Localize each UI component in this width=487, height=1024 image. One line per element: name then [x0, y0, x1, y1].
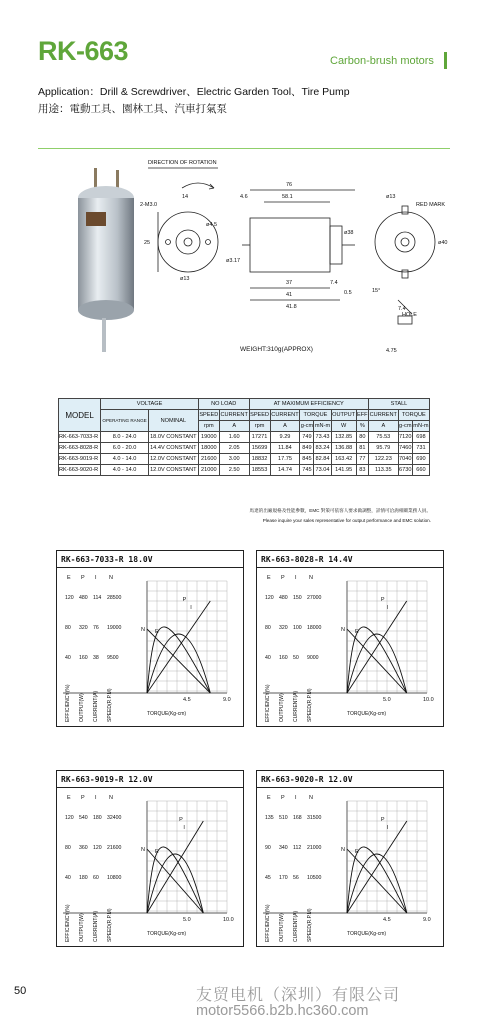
table-cell: 4.0 - 14.0 [101, 454, 149, 465]
table-cell: 745 [300, 465, 314, 476]
performance-chart [256, 770, 444, 947]
curve-label: E [355, 849, 359, 855]
axis-value: 480 [79, 595, 88, 601]
table-cell: 2.05 [219, 443, 249, 454]
table-cell: 731 [412, 443, 429, 454]
table-row [59, 432, 430, 443]
table-cell: 21600 [198, 454, 219, 465]
table-cell: 163.42 [331, 454, 356, 465]
table-cell: 4.0 - 14.0 [101, 465, 149, 476]
y-axis-label: CURRENT(A) [293, 910, 299, 942]
chart-title: RK-663-9020-R 12.0V [261, 775, 353, 784]
table-cell: 18.0V CONSTANT [148, 432, 198, 443]
axis-value: 10500 [307, 875, 322, 881]
x-axis-label: TORQUE(Kg-cm) [347, 931, 387, 937]
unit: rpm [198, 421, 219, 432]
y-axis-label: OUTPUT(W) [79, 693, 85, 722]
unit: g-cm [300, 421, 314, 432]
axis-value: 320 [279, 625, 288, 631]
col-torque: TORQUE [398, 410, 429, 421]
table-cell: 845 [300, 454, 314, 465]
axis-value: 76 [93, 625, 99, 631]
table-cell: 19000 [198, 432, 219, 443]
axis-value: 168 [293, 815, 302, 821]
performance-chart [56, 550, 244, 727]
table-cell: 83.24 [314, 443, 331, 454]
accent-bar [444, 52, 447, 69]
curve-label: P [380, 597, 385, 603]
axis-value: 135 [265, 815, 274, 821]
axis-value: 180 [93, 815, 102, 821]
axis-value: 80 [265, 625, 271, 631]
axis-value: 40 [265, 655, 271, 661]
y-axis-label: OUTPUT(W) [279, 913, 285, 942]
dim-label: ø13 [180, 276, 190, 282]
table-cell: 80 [356, 432, 368, 443]
axis-value: 32400 [107, 815, 122, 821]
note-zh: 馬達的出廠規格及性能參數，EMC 對策可依客人要求做調整，詳情可洽詢相關業務人員。 [249, 508, 431, 513]
table-cell: 18832 [249, 454, 270, 465]
col-stall: STALL [368, 399, 429, 410]
table-cell: 6.0 - 20.0 [101, 443, 149, 454]
axis-value: 18000 [307, 625, 322, 631]
output-curve [147, 634, 210, 693]
x-tick-label: 5.0 [383, 697, 391, 703]
x-tick-label: 4.5 [383, 917, 391, 923]
axis-header: P [281, 795, 285, 801]
axis-value: 120 [65, 815, 74, 821]
dim-label: 25 [144, 240, 151, 246]
x-axis-label: TORQUE(Kg-cm) [347, 711, 387, 717]
dim-label: 7.4 [398, 306, 406, 312]
table-cell: 14.74 [270, 465, 300, 476]
axis-value: 31500 [307, 815, 322, 821]
axis-value: 120 [65, 595, 74, 601]
divider [38, 148, 450, 149]
axis-value: 320 [79, 625, 88, 631]
output-curve [347, 634, 407, 693]
axis-value: 80 [65, 845, 71, 851]
axis-header: N [309, 795, 313, 801]
table-cell: 3.00 [219, 454, 249, 465]
dim-label: ø13 [386, 194, 396, 200]
dim-label: 58.1 [282, 194, 293, 200]
col-current: CURRENT [368, 410, 398, 421]
application-zh: 用途：電動工具、園林工具、汽車打氣泵 [38, 103, 227, 115]
axis-value: 120 [265, 595, 274, 601]
y-axis-label: SPEED(R.P.M) [107, 908, 113, 942]
y-axis-label: OUTPUT(W) [79, 913, 85, 942]
table-cell: 690 [412, 454, 429, 465]
dim-label: ø3.17 [226, 258, 241, 264]
page-number: 50 [14, 985, 27, 997]
dim-label: ø38 [344, 230, 354, 236]
y-axis-label: OUTPUT(W) [279, 693, 285, 722]
y-axis-label: EFFICIENCY(%) [65, 904, 71, 942]
axis-value: 9500 [107, 655, 119, 661]
curve-label: N [341, 627, 345, 633]
axis-value: 120 [93, 845, 102, 851]
dim-label: 4.6 [240, 194, 248, 200]
dim-label: 4.75 [386, 348, 397, 354]
axis-header: I [95, 575, 97, 581]
x-tick-label: 9.0 [423, 917, 431, 923]
model-cell: RK-663-9019-R [59, 454, 101, 465]
table-cell: 82.84 [314, 454, 331, 465]
table-cell: 6730 [398, 465, 412, 476]
current-curve [147, 601, 210, 693]
curve-label: P [182, 597, 187, 603]
table-cell: 73.04 [314, 465, 331, 476]
axis-value: 540 [79, 815, 88, 821]
table-cell: 73.43 [314, 432, 331, 443]
page-title: RK-663 [38, 36, 129, 66]
table-cell: 95.79 [368, 443, 398, 454]
axis-value: 56 [293, 875, 299, 881]
axis-header: E [67, 795, 71, 801]
table-cell: 698 [412, 432, 429, 443]
axis-value: 160 [279, 655, 288, 661]
y-axis-label: EFFICIENCY(%) [265, 684, 271, 722]
x-tick-label: 5.0 [183, 917, 191, 923]
col-current: CURRENT [270, 410, 300, 421]
y-axis-label: SPEED(R.P.M) [107, 688, 113, 722]
spec-table [58, 398, 430, 476]
axis-value: 21000 [307, 845, 322, 851]
curve-label: I [190, 605, 192, 611]
watermark-url: motor5566.b2b.hc360.com [196, 1003, 369, 1019]
table-cell: 1.60 [219, 432, 249, 443]
curve-label: P [179, 817, 183, 823]
curve-label: P [380, 817, 385, 823]
category-subtitle: Carbon-brush motors [330, 55, 434, 67]
axis-header: P [81, 795, 85, 801]
curve-label: I [386, 825, 389, 831]
table-cell: 15699 [249, 443, 270, 454]
current-curve [347, 601, 407, 693]
chart-plot [57, 771, 243, 946]
dim-label: 14 [182, 194, 189, 200]
dim-label: 41 [286, 292, 293, 298]
table-cell: 12.0V CONSTANT [148, 465, 198, 476]
axis-value: 21600 [107, 845, 122, 851]
dim-label: 7.4 [330, 280, 338, 286]
table-cell: 132.85 [331, 432, 356, 443]
table-row [59, 454, 430, 465]
col-noload: NO LOAD [198, 399, 249, 410]
x-tick-label: 10.0 [223, 917, 234, 923]
table-cell: 11.84 [270, 443, 300, 454]
col-current: CURRENT [219, 410, 249, 421]
axis-value: 360 [79, 845, 88, 851]
output-curve [147, 854, 203, 913]
curve-label: N [141, 847, 145, 853]
table-cell: 14.4V CONSTANT [148, 443, 198, 454]
table-cell: 12.0V CONSTANT [148, 454, 198, 465]
axis-header: P [81, 575, 85, 581]
y-axis-label: SPEED(R.P.M) [307, 908, 313, 942]
axis-value: 480 [279, 595, 288, 601]
x-tick-label: 4.5 [183, 697, 191, 703]
dim-label: ø4.5 [206, 222, 218, 228]
table-row [59, 465, 430, 476]
chart-plot [57, 551, 243, 726]
x-axis-label: TORQUE(Kg-cm) [147, 931, 187, 937]
col-operating: OPERATING RANGE [101, 410, 149, 432]
curve-label: I [183, 825, 185, 831]
axis-value: 114 [93, 595, 102, 601]
axis-value: 80 [65, 625, 71, 631]
axis-value: 100 [293, 625, 302, 631]
col-eff: EFF [356, 410, 368, 421]
axis-value: 19000 [107, 625, 122, 631]
axis-header: I [295, 795, 297, 801]
x-tick-label: 10.0 [423, 697, 434, 703]
dim-label: ø40 [438, 240, 448, 246]
model-cell: RK-663-7033-R [59, 432, 101, 443]
axis-value: 40 [65, 875, 71, 881]
table-cell: 21000 [198, 465, 219, 476]
y-axis-label: SPEED(R.P.M) [307, 688, 313, 722]
chart-plot [257, 551, 443, 726]
axis-value: 170 [279, 875, 288, 881]
axis-header: N [109, 795, 113, 801]
y-axis-label: EFFICIENCY(%) [265, 904, 271, 942]
model-cell: RK-663-8028-R [59, 443, 101, 454]
table-cell: 7460 [398, 443, 412, 454]
y-axis-label: CURRENT(A) [93, 690, 99, 722]
dim-label: 0.5 [344, 290, 352, 296]
unit: W [331, 421, 356, 432]
watermark-company: 友贸电机（深圳）有限公司 [196, 987, 401, 1004]
current-curve [147, 821, 203, 913]
axis-value: 160 [79, 655, 88, 661]
col-speed: SPEED [198, 410, 219, 421]
curve-label: E [155, 629, 159, 635]
table-cell: 749 [300, 432, 314, 443]
table-cell: 83 [356, 465, 368, 476]
x-axis-label: TORQUE(Kg-cm) [147, 711, 187, 717]
table-cell: 113.35 [368, 465, 398, 476]
y-axis-label: CURRENT(A) [93, 910, 99, 942]
chart-title: RK-663-8028-R 14.4V [261, 555, 353, 564]
col-maxeff: AT MAXIMUM EFFICIENCY [249, 399, 368, 410]
hole-label: HOLE [402, 312, 417, 318]
unit: mN-m [412, 421, 429, 432]
rotation-direction-label: DIRECTION OF ROTATION [148, 160, 217, 166]
axis-value: 40 [65, 655, 71, 661]
performance-chart [256, 550, 444, 727]
dim-label: 41.8 [286, 304, 297, 310]
col-voltage: VOLTAGE [101, 399, 199, 410]
table-cell: 8.0 - 24.0 [101, 432, 149, 443]
axis-value: 90 [265, 845, 271, 851]
chart-title: RK-663-9019-R 12.0V [61, 775, 153, 784]
axis-header: I [95, 795, 97, 801]
unit: A [219, 421, 249, 432]
curve-label: E [155, 849, 159, 855]
axis-header: P [281, 575, 285, 581]
unit: % [356, 421, 368, 432]
red-mark-label: RED MARK [416, 202, 446, 208]
table-cell: 75.53 [368, 432, 398, 443]
table-cell: 7040 [398, 454, 412, 465]
col-speed: SPEED [249, 410, 270, 421]
curve-label: E [355, 629, 359, 635]
application-en: Application：Drill & Screwdriver、Electric Garden Tool、Tire Pump [38, 86, 350, 98]
axis-value: 150 [293, 595, 302, 601]
x-tick-label: 9.0 [223, 697, 231, 703]
table-cell: 81 [356, 443, 368, 454]
y-axis-label: CURRENT(A) [293, 690, 299, 722]
table-cell: 122.23 [368, 454, 398, 465]
dim-label: 2-M3.0 [140, 202, 158, 208]
chart-plot [257, 771, 443, 946]
table-cell: 849 [300, 443, 314, 454]
axis-value: 340 [279, 845, 288, 851]
curve-label: N [341, 847, 345, 853]
performance-chart [56, 770, 244, 947]
axis-value: 10800 [107, 875, 122, 881]
col-torque: TORQUE [300, 410, 331, 421]
note-en: Please inquire your sales representative for output performance and EMC solution. [262, 518, 431, 523]
axis-header: I [295, 575, 297, 581]
axis-value: 510 [279, 815, 288, 821]
table-cell: 141.95 [331, 465, 356, 476]
axis-header: E [267, 575, 271, 581]
table-cell: 136.88 [331, 443, 356, 454]
axis-value: 9000 [307, 655, 319, 661]
table-cell: 17271 [249, 432, 270, 443]
dim-label: 76 [286, 182, 293, 188]
unit: A [270, 421, 300, 432]
unit: g-cm [398, 421, 412, 432]
axis-header: E [267, 795, 271, 801]
dim-label: 37 [286, 280, 293, 286]
axis-header: N [309, 575, 313, 581]
table-cell: 9.29 [270, 432, 300, 443]
table-cell: 18000 [198, 443, 219, 454]
axis-value: 38 [93, 655, 99, 661]
axis-value: 45 [265, 875, 271, 881]
table-row [59, 443, 430, 454]
axis-value: 60 [93, 875, 99, 881]
unit: A [368, 421, 398, 432]
axis-value: 27000 [307, 595, 322, 601]
axis-header: E [67, 575, 71, 581]
dimension-drawing [140, 160, 450, 375]
y-axis-label: EFFICIENCY(%) [65, 684, 71, 722]
table-cell: 17.75 [270, 454, 300, 465]
axis-value: 112 [293, 845, 302, 851]
dim-label: 15° [372, 288, 381, 294]
curve-label: I [386, 605, 389, 611]
col-nominal: NOMINAL [148, 410, 198, 432]
axis-value: 50 [293, 655, 299, 661]
weight-label: WEIGHT:310g(APPROX) [240, 346, 313, 353]
table-cell: 660 [412, 465, 429, 476]
table-cell: 18553 [249, 465, 270, 476]
curve-label: N [141, 627, 145, 633]
table-cell: 7120 [398, 432, 412, 443]
table-cell: 77 [356, 454, 368, 465]
axis-header: N [109, 575, 113, 581]
unit: rpm [249, 421, 270, 432]
table-cell: 2.50 [219, 465, 249, 476]
axis-value: 28500 [107, 595, 122, 601]
col-output: OUTPUT [331, 410, 356, 421]
model-cell: RK-663-9020-R [59, 465, 101, 476]
chart-title: RK-663-7033-R 18.0V [61, 555, 153, 564]
col-model: MODEL [59, 399, 101, 432]
unit: mN-m [314, 421, 331, 432]
axis-value: 180 [79, 875, 88, 881]
